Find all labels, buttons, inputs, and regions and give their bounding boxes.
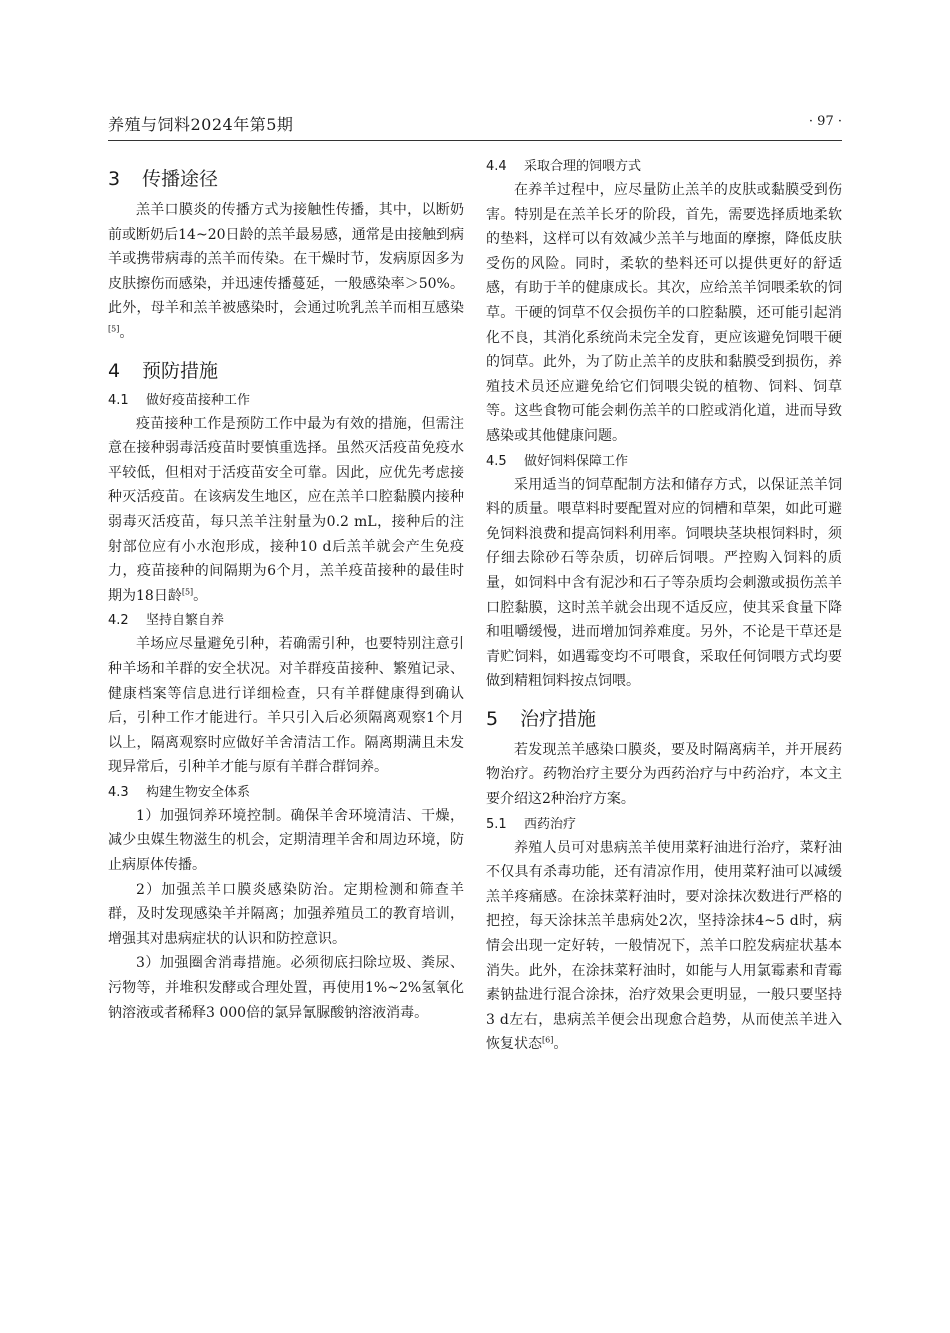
subsection-title: 采取合理的饲喂方式 xyxy=(524,159,642,174)
subsection-number: 5.1 xyxy=(486,816,507,832)
citation: [5] xyxy=(181,587,194,597)
section-3-heading xyxy=(108,166,464,192)
subsection-5-1-heading xyxy=(486,814,842,836)
citation: [6] xyxy=(542,1035,554,1045)
journal-title: 养殖与饲料2024年第5期 xyxy=(108,115,294,134)
subsection-4-4-heading xyxy=(486,156,842,178)
subsection-title: 做好疫苗接种工作 xyxy=(146,392,251,408)
subsection-4-1-paragraph: 疫苗接种工作是预防工作中最为有效的措施，但需注意在接种弱毒活疫苗时要慎重选择。虽然灭活疫苗免疫水平较低，但相对于活疫苗安全可靠。因此，应优先考虑接种灭活疫苗。在该病发生地区，应在羔羊口腔黏膜内接种弱毒灭活疫苗，每只羔羊注射量为0.2 mL，接种后的注射部位应有小水泡形成，接种10 d后羔羊就会产生免疫力，疫苗接种的间隔期为6个月，羔羊疫苗接种的最佳时期为18日龄[5]。 xyxy=(108,415,464,604)
section-title: 传播途径 xyxy=(142,168,219,190)
section-title: 预防措施 xyxy=(142,359,219,382)
subsection-4-1-heading xyxy=(108,390,464,412)
subsection-5-1-paragraph: 养殖人员可对患病羔羊使用菜籽油进行治疗，菜籽油不仅具有杀毒功能，还有清凉作用，使用菜籽油可以减缓羔羊疼痛感。在涂抹菜籽油时，要对涂抹次数进行严格的把控，每天涂抹羔羊患病处2次，坚持涂抹4~5 d时，病情会出现一定好转，一般情况下，羔羊口腔发病症状基本消失。此外，在涂抹菜籽油时，如能与人用氯霉素和青霉素钠盐进行混合涂抹，治疗效果会更明显，一般只要坚持3 d左右，患病羔羊便会出现愈合趋势，从而使羔羊进入恢复状态[6]。 xyxy=(486,839,842,1053)
running-header xyxy=(108,112,842,138)
section-title: 治疗措施 xyxy=(520,707,597,730)
subsection-4-3-paragraph-1: 1）加强饲养环境控制。确保羊舍环境清洁、干燥，减少虫媒生物滋生的机会，定期清理羊舍和周边环境，防止病原体传播。 xyxy=(108,807,464,874)
page-number: · 97 · xyxy=(808,114,842,129)
section-number: 5 xyxy=(486,707,499,730)
section-4-heading xyxy=(108,358,464,384)
subsection-number: 4.3 xyxy=(108,784,129,800)
subsection-number: 4.5 xyxy=(486,453,507,469)
citation: [5] xyxy=(108,324,120,334)
subsection-number: 4.2 xyxy=(108,613,129,629)
subsection-title: 坚持自繁自养 xyxy=(146,613,225,629)
section-number: 3 xyxy=(108,168,121,190)
subsection-4-4-paragraph: 在养羊过程中，应尽量防止羔羊的皮肤或黏膜受到伤害。特别是在羔羊长牙的阶段，首先，需要选择质地柔软的垫料，这样可以有效减少羔羊与地面的摩擦，降低皮肤受伤的风险。同时，柔软的垫料还可以提供更好的舒适感，有助于羊的健康成长。其次，应给羔羊饲喂柔软的饲草。干硬的饲草不仅会损伤羊的口腔黏膜，还可能引起消化不良，其消化系统尚未完全发育，更应该避免饲喂干硬的饲草。此外，为了防止羔羊的皮肤和黏膜受到损伤，养殖技术员还应避免给它们饲喂尖锐的植物、饲料、饲草等。这些食物可能会刺伤羔羊的口腔或消化道，进而导致感染或其他健康问题。 xyxy=(486,182,842,444)
subsection-title: 构建生物安全体系 xyxy=(146,784,251,800)
left-column xyxy=(108,156,464,1025)
subsection-4-2-heading xyxy=(108,610,464,632)
subsection-title: 西药治疗 xyxy=(524,816,577,832)
subsection-4-2-paragraph: 羊场应尽量避免引种，若确需引种，也要特别注意引种羊场和羊群的安全状况。对羊群疫苗接种、繁殖记录、健康档案等信息进行详细检查，只有羊群健康得到确认后，引种工作才能进行。羊只引入后必须隔离观察1个月以上，隔离观察时应做好羊舍清洁工作。隔离期满且未发现异常后，引种羊才能与原有羊群合群饲养。 xyxy=(108,636,464,776)
section-5-paragraph: 若发现羔羊感染口膜炎，要及时隔离病羊，并开展药物治疗。药物治疗主要分为西药治疗与中药治疗，本文主要介绍这2种治疗方案。 xyxy=(486,741,842,808)
subsection-title: 做好饲料保障工作 xyxy=(524,453,629,469)
subsection-4-3-heading xyxy=(108,782,464,804)
right-column xyxy=(486,156,842,1057)
subsection-number: 4.4 xyxy=(486,159,507,174)
subsection-4-5-heading xyxy=(486,451,842,473)
section-5-heading xyxy=(486,706,842,732)
subsection-4-5-paragraph: 采用适当的饲草配制方法和储存方式，以保证羔羊饲料的质量。喂草料时要配置对应的饲槽和草架，如此可避免饲料浪费和提高饲料利用率。饲喂块茎块根饲料时，须仔细去除砂石等杂质，切碎后饲喂。严控购入饲料的质量，如饲料中含有泥沙和石子等杂质均会刺激或损伤羔羊口腔黏膜，这时羔羊就会出现不适反应，使其采食量下降和咀嚼缓慢，进而增加饲养难度。另外，不论是干草还是青贮饲料，如遇霉变均不可喂食，采取任何饲喂方式均要做到精粗饲料按点饲喂。 xyxy=(486,476,842,690)
section-number: 4 xyxy=(108,359,121,382)
header-divider xyxy=(108,140,842,141)
subsection-number: 4.1 xyxy=(108,392,129,408)
section-3-paragraph: 羔羊口膜炎的传播方式为接触性传播，其中，以断奶前或断奶后14~20日龄的羔羊最易感，通常是由接触到病羊或携带病毒的羔羊而传染。在干燥时节，发病原因多为皮肤擦伤而感染，并迅速传播蔓延，一般感染率＞50%。此外，母羊和羔羊被感染时，会通过吮乳羔羊而相互感染[5]。 xyxy=(108,202,464,341)
subsection-4-3-paragraph-3: 3）加强圈舍消毒措施。必须彻底扫除垃圾、粪尿、污物等，并堆积发酵或合理处置，再使用1%~2%氢氧化钠溶液或者稀释3 000倍的氯异氰脲酸钠溶液消毒。 xyxy=(108,955,464,1021)
subsection-4-3-paragraph-2: 2）加强羔羊口膜炎感染防治。定期检测和筛查羊群，及时发现感染羊并隔离；加强养殖员工的教育培训，增强其对患病症状的认识和防控意识。 xyxy=(108,881,464,947)
